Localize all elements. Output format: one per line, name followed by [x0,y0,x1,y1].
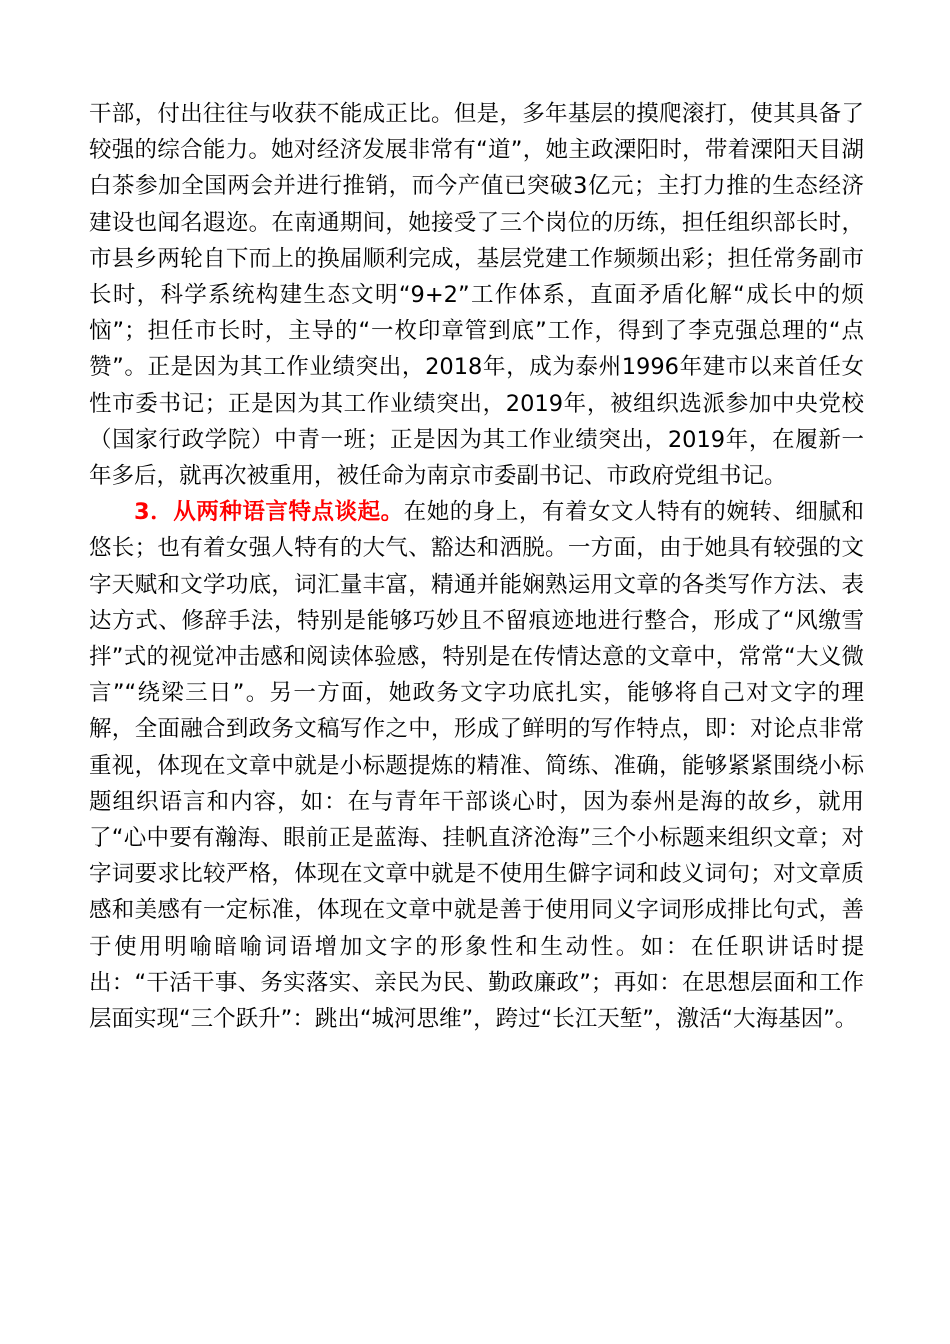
paragraph-language-features [89,494,864,1037]
document-page [89,96,864,1037]
section-heading: 3．从两种语言特点谈起。 [134,499,404,526]
paragraph-body: 在她的身上，有着女文人特有的婉转、细腻和悠长；也有着女强人特有的大气、豁达和洒脱。一方面，由于她具有较强的文字天赋和文学功底，词汇量丰富，精通并能娴熟运用文章的各类写作方法、表达方式、修辞手法，特别是能够巧妙且不留痕迹地进行整合，形成了“风缴雪拌”式的视觉冲击感和阅读体验感，特别是在传情达意的文章中，常常“大义微言”“绕梁三日”。另一方面，她政务文字功底扎实，能够将自己对文字的理解，全面融合到政务文稿写作之中，形成了鲜明的写作特点，即：对论点非常重视，体现在文章中就是小标题提炼的精准、简练、准确，能够紧紧围绕小标题组织语言和内容，如：在与青年干部谈心时，因为泰州是海的故乡，就用了“心中要有瀚海、眼前正是蓝海、挂帆直济沧海”三个小标题来组织文章；对字词要求比较严格，体现在文章中就是不使用生僻字词和歧义词句；对文章质感和美感有一定标准，体现在文章中就是善于使用同义字词形成排比句式，善于使用明喻暗喻词语增加文字的形象性和生动性。如：在任职讲话时提出：“干活干事、务实落实、亲民为民、勤政廉政”；再如：在思想层面和工作层面实现“三个跃升”：跳出“城河思维”，跨过“长江天堑”，激活“大海基因”。 [89,499,864,1033]
paragraph-continued: 干部，付出往往与收获不能成正比。但是，多年基层的摸爬滚打，使其具备了较强的综合能力。她对经济发展非常有“道”，她主政溧阳时，带着溧阳天目湖白茶参加全国两会并进行推销，而今产值已突破3亿元；主打力推的生态经济建设也闻名遐迩。在南通期间，她接受了三个岗位的历练，担任组织部长时，市县乡两轮自下而上的换届顺利完成，基层党建工作频频出彩；担任常务副市长时，科学系统构建生态文明“9+2”工作体系，直面矛盾化解“成长中的烦恼”；担任市长时，主导的“一枚印章管到底”工作，得到了李克强总理的“点赞”。正是因为其工作业绩突出，2018年，成为泰州1996年建市以来首任女性市委书记；正是因为其工作业绩突出，2019年，被组织选派参加中央党校（国家行政学院）中青一班；正是因为其工作业绩突出，2019年，在履新一年多后，就再次被重用，被任命为南京市委副书记、市政府党组书记。 [89,101,864,490]
